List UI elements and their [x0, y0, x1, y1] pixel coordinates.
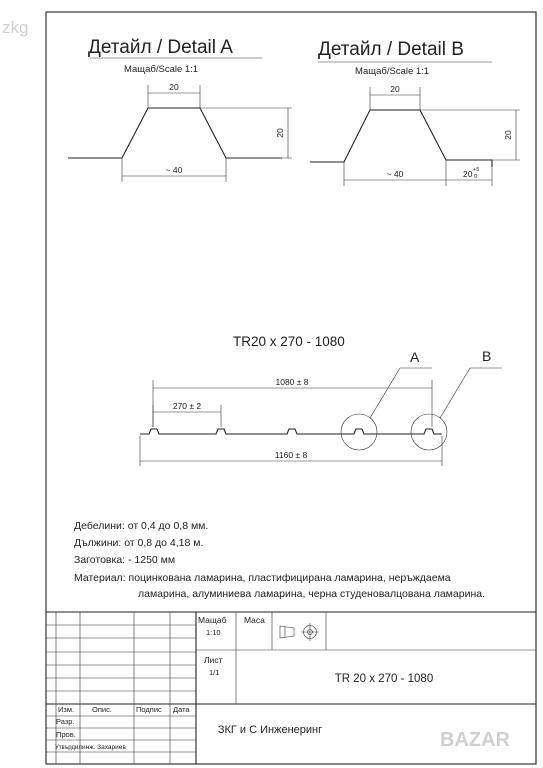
detail-b-dim-top: 20 [390, 84, 400, 94]
detail-b-dim-bottom: ~ 40 [386, 169, 404, 179]
drawing-title: TR 20 x 270 - 1080 [334, 673, 434, 685]
approver-name: инж. Захариев [82, 744, 126, 751]
dim-pitch-label: 270 ± 2 [172, 401, 202, 411]
detail-a-dim-top: 20 [169, 82, 179, 92]
detail-b-callout-circle [411, 414, 447, 450]
spec-thickness: Дебелини: от 0,4 до 0,8 мм. [74, 520, 209, 532]
detail-a-scale: Мащаб/Scale 1:1 [124, 64, 199, 75]
row-razr: Разр. [56, 717, 75, 726]
spec-blank: Заготовка: - 1250 мм [74, 554, 176, 566]
detail-a-dim-height: 20 [275, 128, 285, 138]
detail-b-dim-height: 20 [503, 130, 513, 140]
sheet-profile-line [140, 429, 442, 434]
detail-b-dim-edge-tol-upper: +5 [473, 167, 480, 173]
col-data: Дата [173, 705, 190, 714]
detail-a-profile [68, 108, 282, 158]
row-prov: Пров. [56, 730, 76, 739]
detail-b-dim-edge: 20 [463, 169, 473, 179]
sheet-label: Лист [204, 655, 223, 665]
detail-a-dim-bottom: ~ 40 [165, 165, 183, 175]
detail-b-profile [310, 110, 492, 167]
scale-value: 1:10 [206, 628, 221, 637]
detail-b-scale: Мащаб/Scale 1:1 [355, 66, 430, 77]
detail-a-callout-circle [341, 414, 377, 450]
detail-a-title: Детайл / Detail A [88, 37, 233, 58]
callout-a-label: A [410, 349, 420, 365]
main-profile [140, 334, 502, 466]
watermark-bazar: BAZAR [440, 729, 510, 751]
mass-label: Маса [244, 615, 265, 625]
detail-b-dim-edge-tol-lower: 0 [474, 174, 478, 180]
col-opis: Опис. [92, 705, 112, 714]
dim-cover-label: 1080 ± 8 [275, 377, 309, 387]
detail-a [68, 37, 292, 182]
col-podpis: Подпис [136, 705, 162, 714]
sheet-value: 1/1 [209, 668, 220, 677]
watermark-top-left: zkg [2, 18, 29, 37]
scale-label: Мащаб [198, 615, 227, 625]
detail-b [310, 39, 520, 186]
spec-material-cont: ламарина, алуминиева ламарина, черна студеновалцована ламарина. [138, 588, 485, 600]
callout-a-leader [370, 368, 400, 418]
callout-b-label: B [482, 348, 492, 364]
profile-title: TR20 x 270 - 1080 [233, 334, 345, 349]
col-izm: Изм. [58, 705, 75, 714]
spec-length: Дължини: от 0,8 до 4,18 м. [74, 537, 204, 549]
specifications [74, 520, 485, 600]
detail-b-title: Детайл / Detail B [318, 39, 464, 60]
projection-symbol-icon [280, 623, 319, 641]
callout-b-leader [440, 368, 470, 418]
spec-material: Материал: поцинкована ламарина, пластифицирана ламарина, неръждаема [74, 572, 451, 584]
dim-total-label: 1160 ± 8 [274, 450, 308, 460]
company-name: ЗКГ и С Инженеринг [217, 724, 323, 736]
row-utv: Утвърдил [55, 745, 82, 751]
